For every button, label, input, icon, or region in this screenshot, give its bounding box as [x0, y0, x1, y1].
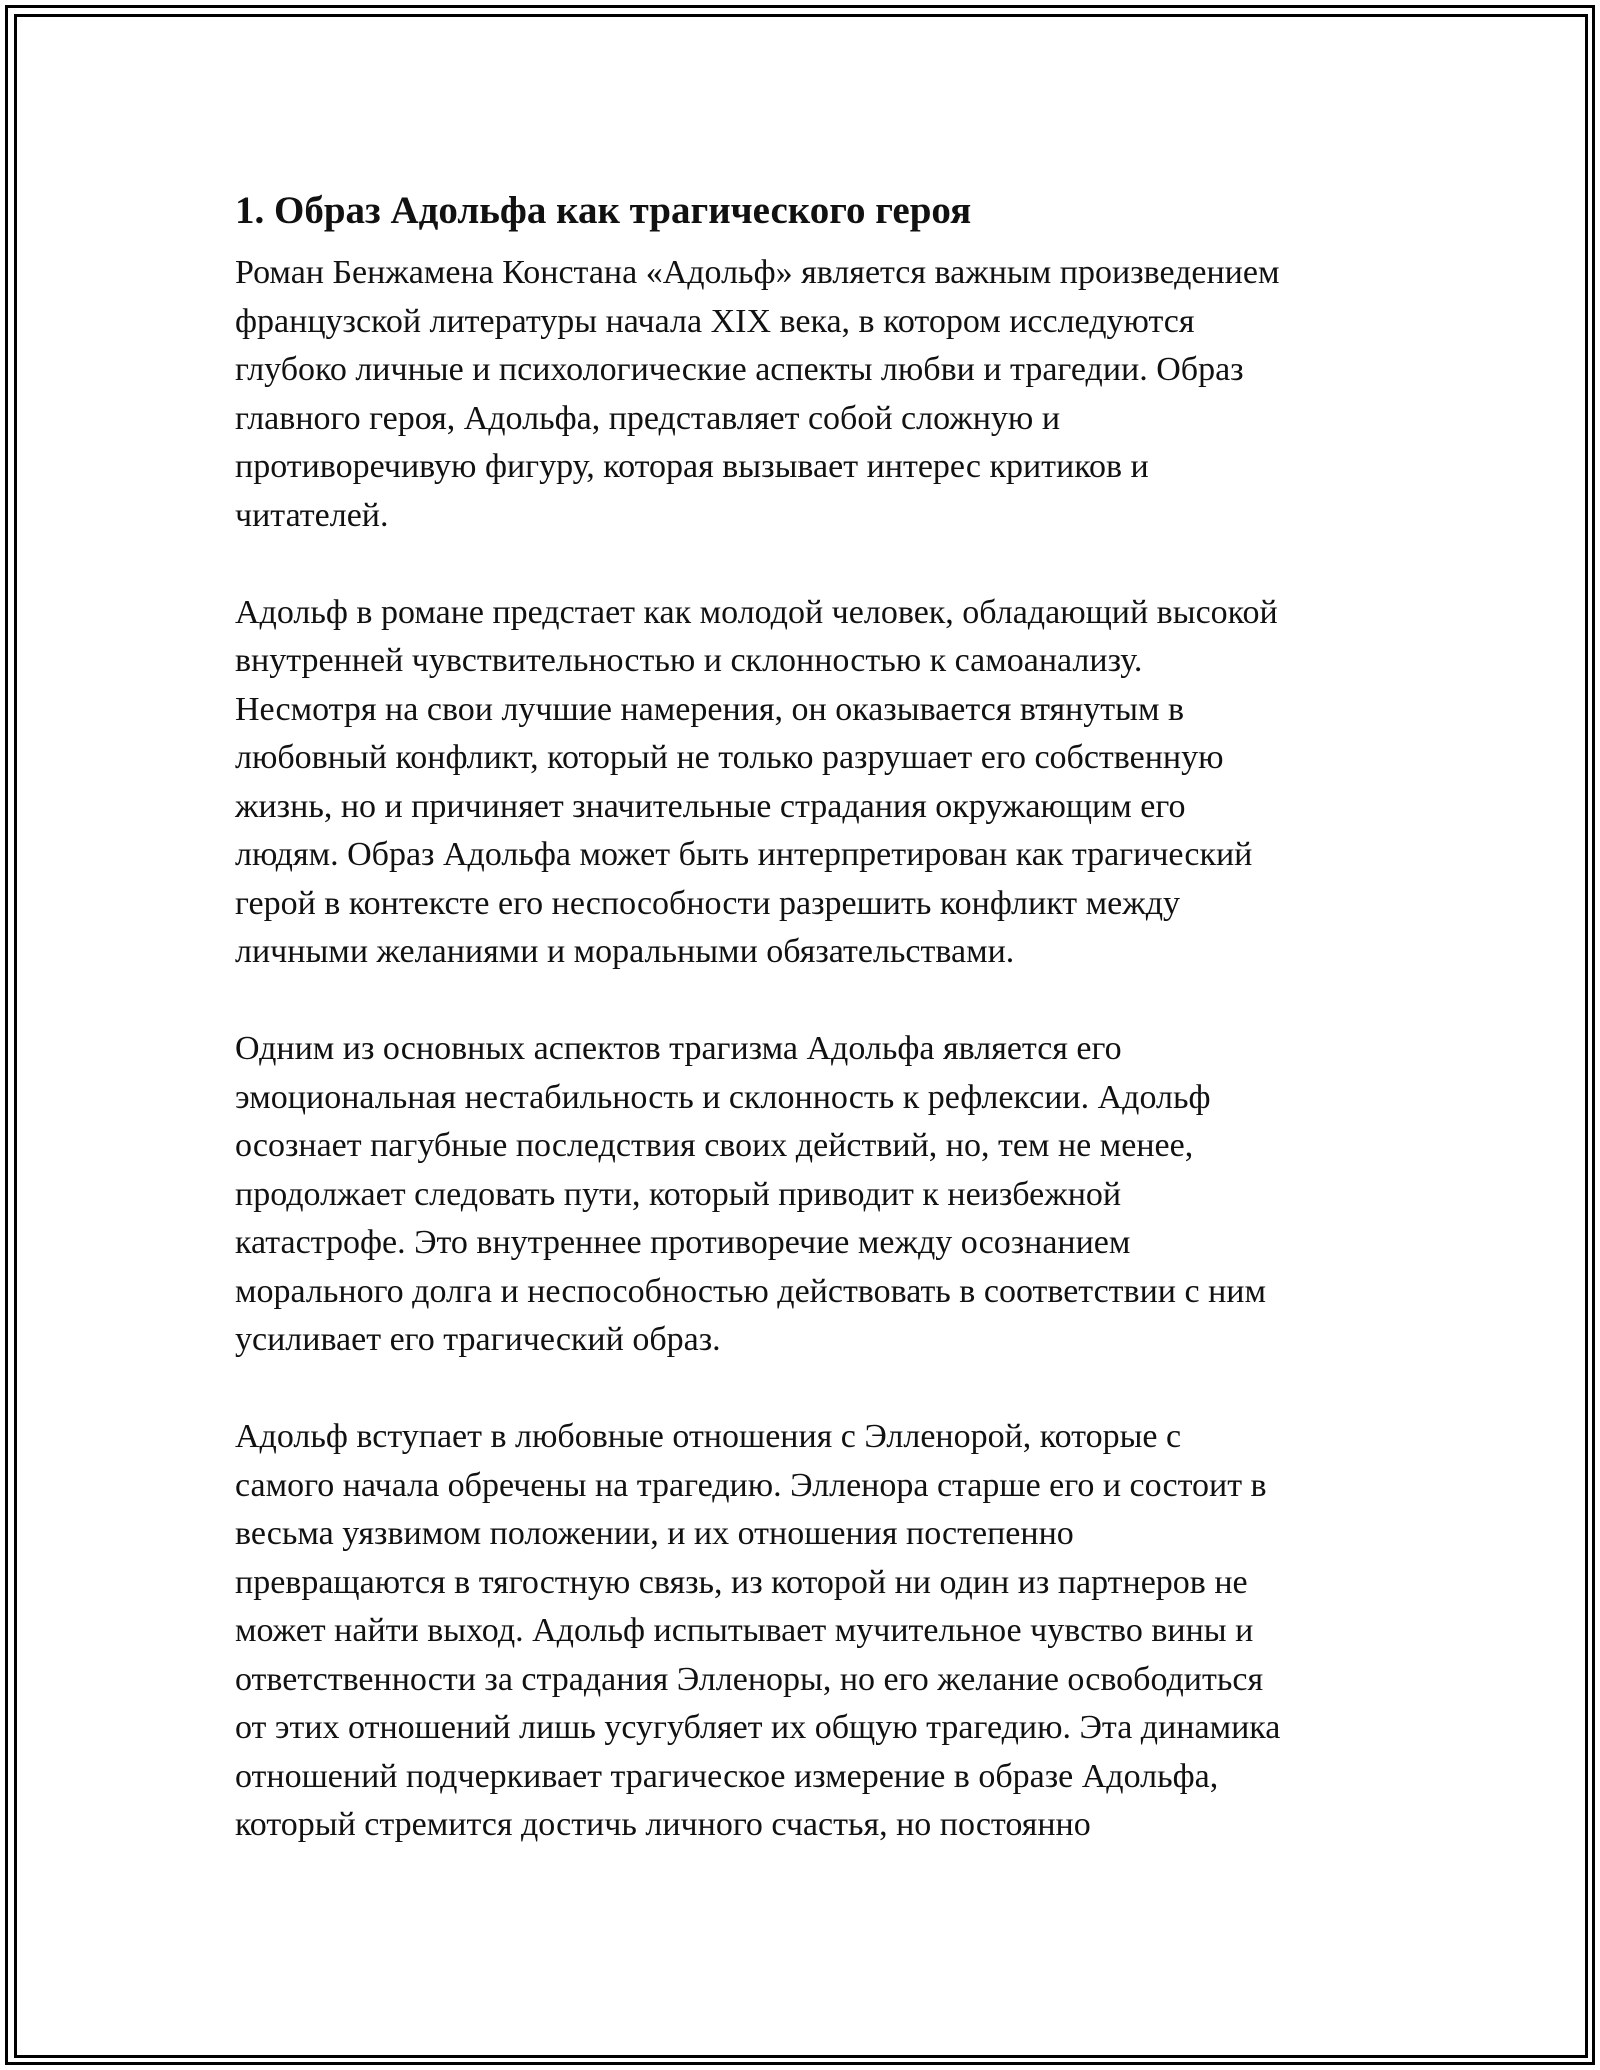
paragraph-3: Одним из основных аспектов трагизма Адольфа является его эмоциональная нестабильность и склонность к рефлексии. Адольф осознает пагубные последствия своих действий, но, тем не менее, продолжает следовать пути, который приводит к неизбежной катастрофе. Это внутреннее противоречие между осознанием морального долга и неспособностью действовать в соответствии с ним усиливает его трагический образ.: [235, 1030, 1266, 1358]
section-heading: 1. Образ Адольфа как трагического героя: [235, 189, 972, 232]
paragraph-4: Адольф вступает в любовные отношения с Элленорой, которые с самого начала обречены на трагедию. Элленора старше его и состоит в весьма уязвимом положении, и их отношения постепенно превращаются в тягостную связь, из которой ни один из партнеров не может найти выход. Адольф испытывает мучительное чувство вины и ответственности за страдания Элленоры, но его желание освободиться от этих отношений лишь усугубляет их общую трагедию. Эта динамика отношений подчеркивает трагическое измерение в образе Адольфа, который стремится достичь личного счастья, но постоянно: [235, 1418, 1281, 1843]
paragraph-2: Адольф в романе предстает как молодой человек, обладающий высокой внутренней чувствительностью и склонностью к самоанализу. Несмотря на свои лучшие намерения, он оказывается втянутым в любовный конфликт, который не только разрушает его собственную жизнь, но и причиняет значительные страдания окружающим его людям. Образ Адольфа может быть интерпретирован как трагический герой в контексте его неспособности разрешить конфликт между личными желаниями и моральными обязательствами.: [235, 593, 1278, 970]
paragraph-1: Роман Бенжамена Констана «Адольф» является важным произведением французской литературы начала XIX века, в котором исследуются глубоко личные и психологические аспекты любви и трагедии. Образ главного героя, Адольфа, представляет собой сложную и противоречивую фигуру, которая вызывает интерес критиков и читателей.: [235, 254, 1280, 534]
document-body: [235, 185, 1385, 1898]
